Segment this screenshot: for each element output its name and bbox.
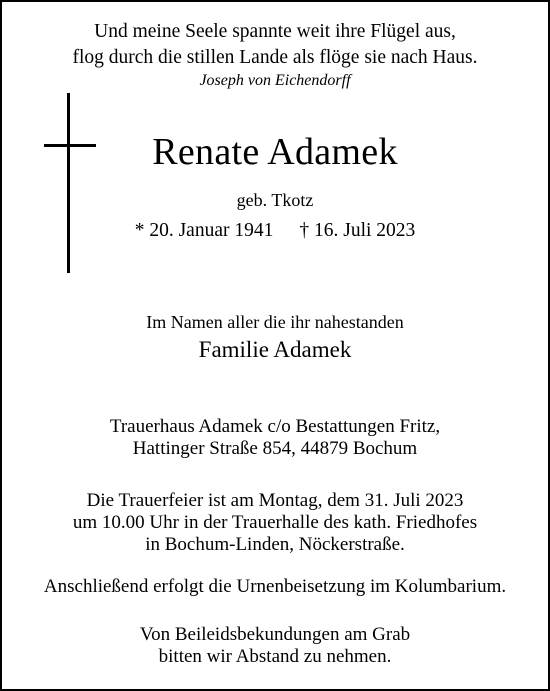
signature-intro: Im Namen aller die ihr nahestanden (146, 312, 404, 332)
poem-line-2: flog durch die stillen Lande als flöge sie nach Haus. (72, 47, 478, 68)
death-date: † 16. Juli 2023 (299, 220, 416, 241)
ceremony-line-1: Die Trauerfeier ist am Montag, dem 31. Juli 2023 (86, 490, 464, 511)
poem-line-1: Und meine Seele spannte weit ihre Flügel aus, (94, 21, 456, 42)
ceremony-line-2: um 10.00 Uhr in der Trauerhalle des kath. Friedhofes (72, 512, 478, 533)
family-name: Familie Adamek (198, 337, 352, 362)
deceased-name: Renate Adamek (152, 131, 398, 173)
poem-author: Joseph von Eichendorff (199, 72, 351, 89)
ceremony-line-3: in Bochum-Linden, Nöckerstraße. (145, 534, 405, 555)
urn-notice: Anschließend erfolgt die Urnenbeisetzung im Kolumbarium. (43, 576, 507, 597)
life-dates (0, 220, 550, 242)
address-line-2: Hattinger Straße 854, 44879 Bochum (132, 438, 418, 459)
address-line-1: Trauerhaus Adamek c/o Bestattungen Fritz, (109, 416, 441, 437)
condolence-line-1: Von Beileidsbekundungen am Grab (139, 624, 411, 645)
birth-date: * 20. Januar 1941 (134, 220, 274, 241)
condolence-line-2: bitten wir Abstand zu nehmen. (158, 646, 392, 667)
birth-name: geb. Tkotz (236, 190, 314, 210)
